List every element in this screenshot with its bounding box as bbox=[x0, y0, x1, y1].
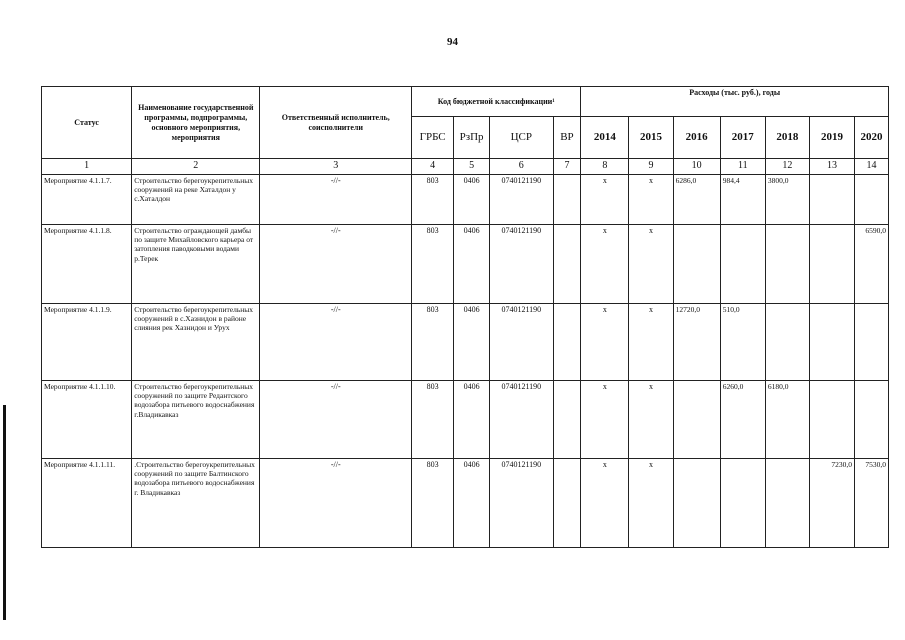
scan-edge-mark bbox=[3, 405, 6, 620]
cell-2015: x bbox=[629, 224, 673, 303]
header-name: Наименование государственной программы, подпрограммы, основного мероприятия, мероприятия bbox=[132, 87, 260, 159]
column-number: 3 bbox=[260, 159, 412, 175]
cell-csr: 0740121190 bbox=[490, 174, 554, 224]
cell-2019 bbox=[809, 174, 854, 224]
table-row bbox=[42, 380, 889, 458]
header-year: 2018 bbox=[765, 117, 809, 159]
cell-2018: 6180,0 bbox=[765, 380, 809, 458]
cell-csr: 0740121190 bbox=[490, 458, 554, 547]
cell-2018: 3800,0 bbox=[765, 174, 809, 224]
cell-2017: 510,0 bbox=[720, 303, 765, 380]
cell-2015: x bbox=[629, 458, 673, 547]
cell-name: Строительство берегоукрепительных сооружений по защите Редантского водозабора питьевого водоснабжения г.Владикавказ bbox=[132, 380, 260, 458]
column-number: 9 bbox=[629, 159, 673, 175]
cell-2018 bbox=[765, 303, 809, 380]
cell-grbs: 803 bbox=[412, 224, 454, 303]
cell-executor: -//- bbox=[260, 224, 412, 303]
cell-2017: 6260,0 bbox=[720, 380, 765, 458]
budget-table bbox=[41, 86, 889, 548]
cell-2017 bbox=[720, 458, 765, 547]
table-row bbox=[42, 303, 889, 380]
cell-2016: 6286,0 bbox=[673, 174, 720, 224]
cell-executor: -//- bbox=[260, 458, 412, 547]
cell-2019 bbox=[809, 303, 854, 380]
cell-2018 bbox=[765, 458, 809, 547]
cell-grbs: 803 bbox=[412, 458, 454, 547]
header-status: Статус bbox=[42, 87, 132, 159]
column-number: 12 bbox=[765, 159, 809, 175]
cell-rzpr: 0406 bbox=[454, 303, 490, 380]
cell-2020 bbox=[855, 380, 889, 458]
cell-status: Мероприятие 4.1.1.10. bbox=[42, 380, 132, 458]
column-number: 7 bbox=[553, 159, 581, 175]
cell-executor: -//- bbox=[260, 380, 412, 458]
cell-2018 bbox=[765, 224, 809, 303]
column-number: 14 bbox=[855, 159, 889, 175]
column-number: 6 bbox=[490, 159, 554, 175]
header-year: 2020 bbox=[855, 117, 889, 159]
cell-vr bbox=[553, 224, 581, 303]
cell-2020 bbox=[855, 174, 889, 224]
column-number: 4 bbox=[412, 159, 454, 175]
cell-2020: 7530,0 bbox=[855, 458, 889, 547]
cell-grbs: 803 bbox=[412, 380, 454, 458]
cell-2015: x bbox=[629, 380, 673, 458]
cell-name: Строительство берегоукрепительных сооружений в с.Хазнидон в районе слияния рек Хазнидон и Урух bbox=[132, 303, 260, 380]
cell-name: .Строительство берегоукрепительных сооружений по защите Балтинского водозабора питьевого водоснабжения г. Владикавказ bbox=[132, 458, 260, 547]
column-number: 10 bbox=[673, 159, 720, 175]
cell-2019 bbox=[809, 380, 854, 458]
page-number: 94 bbox=[447, 36, 458, 48]
cell-vr bbox=[553, 174, 581, 224]
table-row bbox=[42, 224, 889, 303]
column-number: 2 bbox=[132, 159, 260, 175]
cell-2015: x bbox=[629, 174, 673, 224]
header-vr: ВР bbox=[553, 117, 581, 159]
cell-2015: x bbox=[629, 303, 673, 380]
header-year: 2017 bbox=[720, 117, 765, 159]
cell-2017: 984,4 bbox=[720, 174, 765, 224]
cell-2016 bbox=[673, 224, 720, 303]
table-row bbox=[42, 458, 889, 547]
cell-status: Мероприятие 4.1.1.11. bbox=[42, 458, 132, 547]
header-executor: Ответственный исполнитель, соисполнители bbox=[260, 87, 412, 159]
header-year: 2014 bbox=[581, 117, 629, 159]
cell-2020: 6590,0 bbox=[855, 224, 889, 303]
cell-2016: 12720,0 bbox=[673, 303, 720, 380]
header-csr: ЦСР bbox=[490, 117, 554, 159]
cell-grbs: 803 bbox=[412, 174, 454, 224]
cell-executor: -//- bbox=[260, 303, 412, 380]
header-budget-code: Код бюджетной классификации¹ bbox=[412, 87, 581, 117]
column-number: 5 bbox=[454, 159, 490, 175]
header-year: 2015 bbox=[629, 117, 673, 159]
column-number: 1 bbox=[42, 159, 132, 175]
header-rzpr: РзПр bbox=[454, 117, 490, 159]
cell-2014: x bbox=[581, 174, 629, 224]
column-number: 11 bbox=[720, 159, 765, 175]
cell-vr bbox=[553, 458, 581, 547]
header-expenses: Расходы (тыс. руб.), годы bbox=[581, 87, 889, 117]
cell-csr: 0740121190 bbox=[490, 224, 554, 303]
cell-executor: -//- bbox=[260, 174, 412, 224]
cell-2016 bbox=[673, 380, 720, 458]
cell-name: Строительство ограждающей дамбы по защите Михайловского карьера от затопления паводковыми водами р.Терек bbox=[132, 224, 260, 303]
cell-rzpr: 0406 bbox=[454, 174, 490, 224]
cell-2014: x bbox=[581, 380, 629, 458]
cell-2019 bbox=[809, 224, 854, 303]
cell-name: Строительство берегоукрепительных сооружений на реке Хаталдон у с.Хаталдон bbox=[132, 174, 260, 224]
cell-status: Мероприятие 4.1.1.9. bbox=[42, 303, 132, 380]
cell-csr: 0740121190 bbox=[490, 380, 554, 458]
cell-2019: 7230,0 bbox=[809, 458, 854, 547]
cell-status: Мероприятие 4.1.1.7. bbox=[42, 174, 132, 224]
header-year: 2019 bbox=[809, 117, 854, 159]
cell-2014: x bbox=[581, 303, 629, 380]
cell-csr: 0740121190 bbox=[490, 303, 554, 380]
cell-grbs: 803 bbox=[412, 303, 454, 380]
cell-2014: x bbox=[581, 458, 629, 547]
cell-2016 bbox=[673, 458, 720, 547]
column-number: 13 bbox=[809, 159, 854, 175]
cell-rzpr: 0406 bbox=[454, 224, 490, 303]
cell-2020 bbox=[855, 303, 889, 380]
cell-rzpr: 0406 bbox=[454, 380, 490, 458]
cell-vr bbox=[553, 303, 581, 380]
cell-vr bbox=[553, 380, 581, 458]
table-row bbox=[42, 174, 889, 224]
cell-2014: x bbox=[581, 224, 629, 303]
cell-2017 bbox=[720, 224, 765, 303]
cell-status: Мероприятие 4.1.1.8. bbox=[42, 224, 132, 303]
header-grbs: ГРБС bbox=[412, 117, 454, 159]
column-number: 8 bbox=[581, 159, 629, 175]
header-year: 2016 bbox=[673, 117, 720, 159]
cell-rzpr: 0406 bbox=[454, 458, 490, 547]
